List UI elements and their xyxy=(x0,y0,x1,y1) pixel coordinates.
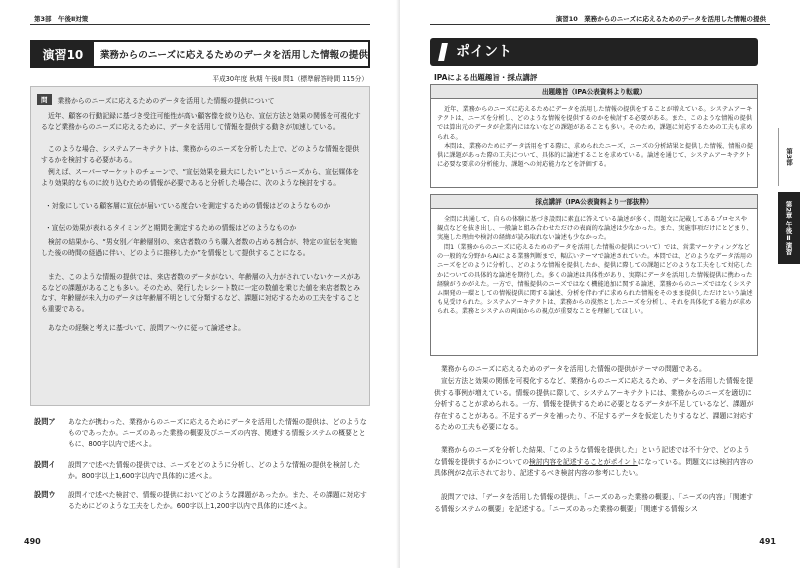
problem-topic: 業務からのニーズに応えるためのデータを活用した情報の提供について xyxy=(57,96,275,105)
question-label: 設問ア xyxy=(34,417,56,426)
running-head-left: 第3部 午後Ⅱ対策 xyxy=(34,15,89,23)
review-paragraph: 全問に共通して、自らの体験に基づき設問に素直に答えている論述が多く、問題文に記載してあるプロセスや観点などを抜き出し、一般論と組み合わせただけの表面的な論述は少なかった。また、実施事項だけにとどまり、実施した理由や検討の経緯が読み取れない論述も少なかった。 xyxy=(437,216,753,242)
question-text: 設問アで述べた情報の提供では、ニーズをどのように分析し、どのような情報の提供を検討したか。800字以上1,600字以内で具体的に述べよ。 xyxy=(68,461,361,480)
exercise-title-box xyxy=(30,40,370,68)
right-page xyxy=(400,0,800,568)
review-paragraph: 問1（業務からのニーズに応えるためのデータを活用した情報の提供について）では、営業マーケティングなどの一般的な分野からAIによる業務判断まで、幅広いテーマで論述されていた。本問では、どのようなデータ活用のニーズをどのように分析し、どのような情報を提供したか、提供に際しての課題にどのような工夫をして対応したかについての具体的な論述を期待した。多くの論述は具体性があり、実際にデータを活用した情報提供に携わった経験がうかがえた。一方で、情報提供のニーズではなく機能追加に関する論述、業務からのニーズではなくシステム開発の一環としての情報提供に関する論述、分析を伴わずに求められた情報をそのまま提供しただけという論述も見受けられた。システムアーキテクトは、業務からの漠然としたニーズを分析し、それを具体化する能力が求められる。業務とシステムの両面からの視点が重要なことを理解してほしい。 xyxy=(437,244,753,316)
review-box xyxy=(430,194,758,356)
body-text: 業務からのニーズを分析した結果、「このような情報を提供した」という記述では不十分で、どのような情報を提供するかについての xyxy=(434,446,750,466)
problem-paragraph: また、このような情報の提供では、来店者数のデータがない、年齢層の入力がされていないケースがあるなどの課題があることも多い。そのため、発行したレシート数に一定の数値を乗じた値を来店者数とみなす、年齢層が未入力のデータは年齢層不明として分類するなど、課題に対応するための工夫をすることも重要である。 xyxy=(41,273,361,313)
side-tab-chapter: 第2章 午後Ⅱ演習 xyxy=(778,192,800,264)
problem-paragraph: 近年、顧客の行動記録に基づき受注可能性が高い顧客像を絞り込む、宣伝方法と効果の関係を可視化するなど業務からのニーズに応えるために、データを活用して情報を提供する動きが加速している。 xyxy=(41,112,361,131)
sub-heading: IPAによる出題趣旨・採点講評 xyxy=(434,73,538,82)
intent-heading: 出題趣旨（IPA公表資料より転載） xyxy=(431,85,757,99)
page-number-right: 491 xyxy=(759,537,776,546)
intent-paragraph: 近年、業務からのニーズに応えるためにデータを活用した情報の提供をすることが増えている。システムアーキテクトは、ニーズを分析し、どのような情報を提供するのかを検討する必要がある。また、このような情報の提供では算出元のデータが企業内にはないなどの課題があることも多い。そのため、課題に対応するための工夫も求められる。 xyxy=(437,106,753,141)
slash-mark-icon xyxy=(438,43,448,61)
exercise-heading: 業務からのニーズに応えるためのデータを活用した情報の提供 xyxy=(99,50,368,61)
underlined-phrase: 検討内容を記述することがポイント xyxy=(529,457,638,466)
problem-paragraph: あなたの経験と考えに基づいて、設問ア～ウに従って論述せよ。 xyxy=(48,324,245,332)
problem-box xyxy=(30,86,370,406)
problem-bullet: ・対象にしている顧客層に宣伝が届いている度合いを測定するための情報はどのようなものか xyxy=(45,202,331,210)
problem-bullet: ・宣伝の効果が表れるタイミングと期間を測定するための情報はどのようなものか xyxy=(45,224,297,232)
exercise-badge: 演習10 xyxy=(32,42,94,66)
problem-paragraph: このような場合、システムアーキテクトは、業務からのニーズを分析した上で、どのような情報を提供するかを検討する必要がある。 xyxy=(41,145,360,164)
intent-box xyxy=(430,84,758,188)
point-title: ポイント xyxy=(456,44,512,60)
problem-paragraph: 検討の結果から、“男女別／年齢層別の、来店者数のうち購入者数の占める割合が、特定の宣伝を実施した後の時間の経過に伴い、どのように推移したか”を情報として提供することになる。 xyxy=(41,238,358,257)
intent-paragraph: 本問は、業務のためにデータ活用をする際に、求められたニーズ、ニーズの分析結果と提供した情報、情報の提供に課題があった際の工夫について、具体的に論述することを求めている。論述を通じて、システムアーキテクトに必要な要求の分析能力、課題への対応能力などを評価する。 xyxy=(437,143,753,169)
problem-topic-row xyxy=(37,94,275,105)
header-rule xyxy=(30,24,370,25)
question-row xyxy=(34,490,368,512)
body-paragraph: 宣伝方法と効果の関係を可視化するなど、業務からのニーズに応えるため、データを活用した情報を提供する事例が増えている。情報の提供に際して、システムアーキテクトには、業務からのニーズを適切に分析することが求められる。一方、情報を提供するために必要となるデータが不足しているなど、課題が存在することがある。不足するデータを補ったり、不足するデータを仮定したりするなど、課題に対応するための工夫も必要になる。 xyxy=(434,377,754,432)
question-label: 設問ウ xyxy=(34,490,56,499)
body-paragraph: 業務からのニーズに応えるためのデータを活用した情報の提供がテーマの問題である。 xyxy=(441,365,706,373)
problem-paragraph: 例えば、スーパーマーケットのチェーンで、“宣伝効果を最大にしたい”というニーズから、宣伝媒体をより効果的なものに絞り込むための情報が必要であると分析した場合に、次のような検討をする。 xyxy=(41,168,360,187)
header-rule xyxy=(430,24,770,25)
review-heading: 採点講評（IPA公表資料より一部抜粋） xyxy=(431,195,757,209)
side-tab-part: 第3部 xyxy=(778,128,800,186)
body-text: になっている。問題文には検討内容の具体例が2点示されており、記述するべき検討内容の参考にしたい。 xyxy=(434,457,754,478)
question-label: 設問イ xyxy=(34,460,56,469)
page-number-left: 490 xyxy=(24,537,41,546)
question-text: 設問イで述べた検討で、情報の提供においてどのような課題があったか。また、その課題に対応するためにどのような工夫をしたか。600字以上1,200字以内で具体的に述べよ。 xyxy=(68,491,367,510)
question-row xyxy=(34,460,368,482)
point-banner xyxy=(430,38,758,66)
body-paragraph: 設問アでは、「データを活用した情報の提供」、「ニーズのあった業務の概要」、「ニーズの内容」「関連する情報システムの概要」を記述する。「ニーズのあった業務の概要」「関連する情報シス xyxy=(434,493,754,513)
running-head-right: 演習10 業務からのニーズに応えるためのデータを活用した情報の提供 xyxy=(555,15,766,23)
question-text: あなたが携わった、業務からのニーズに応えるためにデータを活用した情報の提供は、どのようなものであったか。ニーズのあった業務の概要及びニーズの内容、関連する情報システムの概要とともに、800字以内で述べよ。 xyxy=(68,418,367,448)
body-paragraph xyxy=(434,445,756,480)
exercise-source: 平成30年度 秋期 午後Ⅱ 問1（標準解答時間 115分） xyxy=(212,75,368,83)
problem-label: 問 xyxy=(37,94,52,105)
question-row xyxy=(34,417,368,450)
